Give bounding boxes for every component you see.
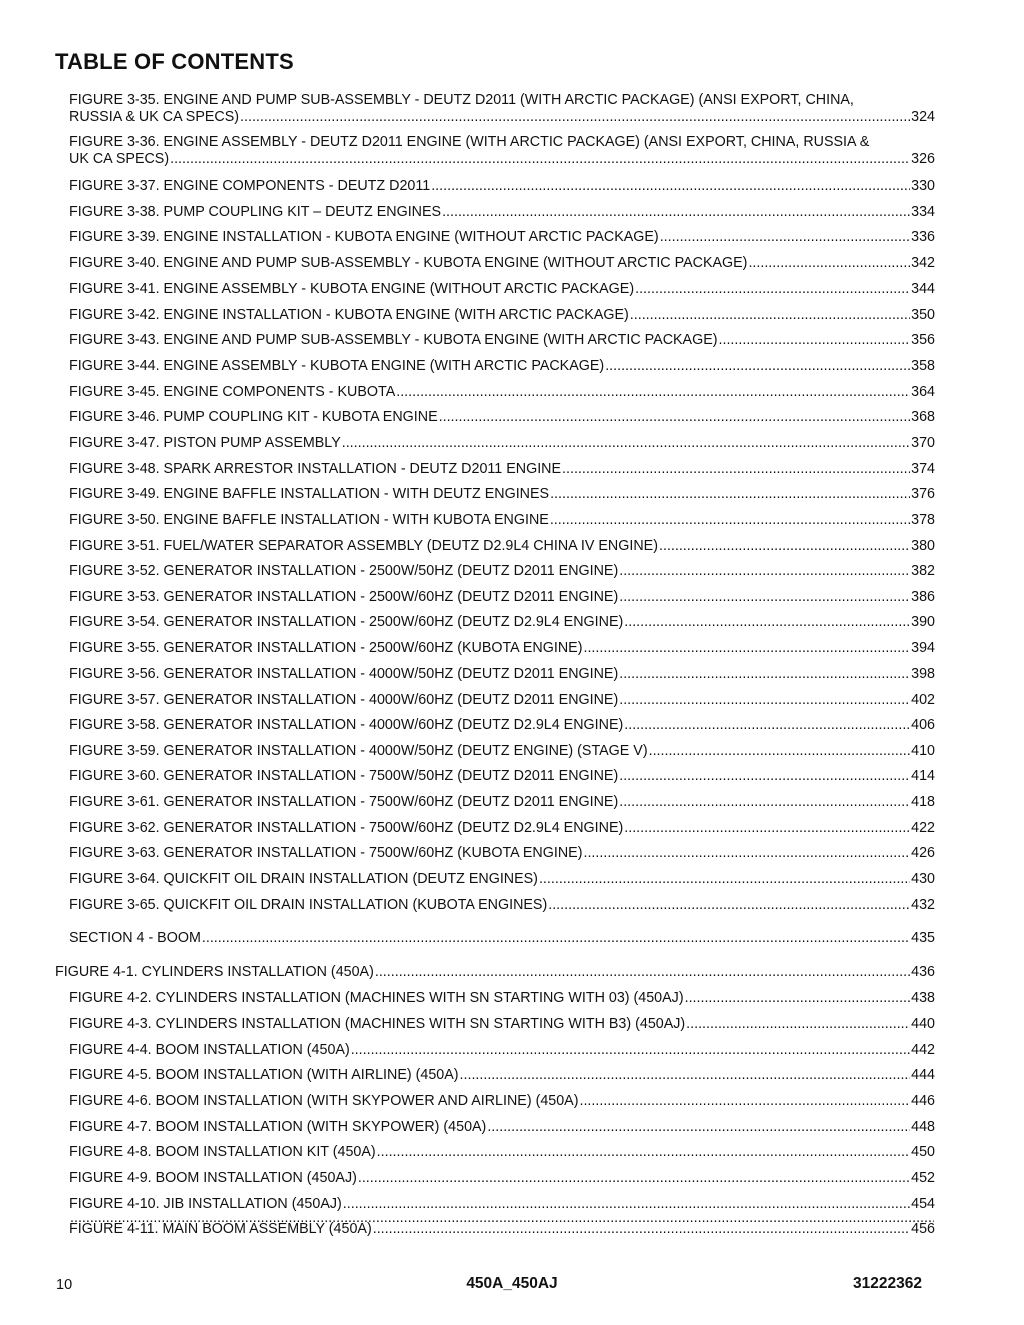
toc-entry-page: 432: [911, 897, 935, 913]
toc-entry-label: FIGURE 3-46. PUMP COUPLING KIT - KUBOTA ENGINE: [69, 409, 438, 425]
dot-leader: [619, 666, 910, 683]
toc-entry-label: FIGURE 3-53. GENERATOR INSTALLATION - 2500W/60HZ (DEUTZ D2011 ENGINE): [69, 589, 619, 605]
dot-leader: [70, 1210, 934, 1227]
toc-entry-label: FIGURE 3-59. GENERATOR INSTALLATION - 4000W/50HZ (DEUTZ ENGINE) (STAGE V): [69, 743, 648, 759]
dot-leader: [240, 109, 910, 126]
toc-entry-page: 402: [911, 692, 935, 708]
toc-entry-label: FIGURE 3-64. QUICKFIT OIL DRAIN INSTALLATION (DEUTZ ENGINES): [69, 871, 538, 887]
toc-entry-label: FIGURE 3-38. PUMP COUPLING KIT – DEUTZ ENGINES: [69, 204, 442, 220]
toc-entry-page: 364: [911, 384, 935, 400]
toc-entry[interactable]: [69, 512, 935, 529]
toc-entry-page: 368: [911, 409, 935, 425]
toc-entry[interactable]: [69, 768, 935, 785]
page-title: TABLE OF CONTENTS: [55, 49, 294, 74]
toc-entry-page: 350: [911, 307, 935, 323]
toc-entry-page: 326: [911, 151, 935, 167]
dot-leader: [619, 794, 910, 811]
dot-leader: [539, 871, 910, 888]
footer-model: 450A_450AJ: [466, 1275, 558, 1292]
toc-entry[interactable]: [69, 1042, 935, 1059]
toc-entry-label: FIGURE 3-41. ENGINE ASSEMBLY - KUBOTA ENGINE (WITHOUT ARCTIC PACKAGE): [69, 281, 635, 297]
toc-entry-label: FIGURE 4-9. BOOM INSTALLATION (450AJ): [69, 1170, 357, 1186]
toc-entry[interactable]: [69, 743, 935, 760]
toc-entry[interactable]: [69, 409, 935, 426]
toc-entry-page: 450: [911, 1144, 935, 1160]
toc-entry[interactable]: [69, 640, 935, 657]
toc-entry-label: FIGURE 3-49. ENGINE BAFFLE INSTALLATION - WITH DEUTZ ENGINES: [69, 486, 550, 502]
toc-entry[interactable]: [69, 871, 935, 888]
dot-leader: [550, 512, 910, 529]
dot-leader: [487, 1119, 910, 1136]
toc-entry-page: 386: [911, 589, 935, 605]
toc-entry[interactable]: [69, 461, 935, 478]
toc-entry-label: FIGURE 3-65. QUICKFIT OIL DRAIN INSTALLATION (KUBOTA ENGINES): [69, 897, 548, 913]
dot-leader: [460, 1067, 911, 1084]
toc-entry-page: 330: [911, 178, 935, 194]
toc-entry-label-line1: FIGURE 3-35. ENGINE AND PUMP SUB-ASSEMBLY - DEUTZ D2011 (WITH ARCTIC PACKAGE) (ANSI EXPORT, CHINA,: [69, 92, 854, 108]
toc-entry-label: FIGURE 4-11. MAIN BOOM ASSEMBLY (450A): [69, 1221, 372, 1237]
toc-entry-page: 440: [911, 1016, 935, 1032]
footer-doc-number: 31222362: [853, 1275, 922, 1292]
toc-entry-label: FIGURE 3-44. ENGINE ASSEMBLY - KUBOTA ENGINE (WITH ARCTIC PACKAGE): [69, 358, 605, 374]
toc-entry-page: 374: [911, 461, 935, 477]
toc-entry-page: 410: [911, 743, 935, 759]
toc-entry-page: 370: [911, 435, 935, 451]
toc-entry-page: 344: [911, 281, 935, 297]
dot-leader: [170, 151, 910, 168]
toc-entry-label: FIGURE 4-7. BOOM INSTALLATION (WITH SKYPOWER) (450A): [69, 1119, 487, 1135]
toc-entry[interactable]: [69, 486, 935, 503]
toc-entry-label: FIGURE 4-10. JIB INSTALLATION (450AJ): [69, 1196, 342, 1212]
toc-entry-page: 378: [911, 512, 935, 528]
toc-entry-label: FIGURE 3-62. GENERATOR INSTALLATION - 7500W/60HZ (DEUTZ D2.9L4 ENGINE): [69, 820, 624, 836]
toc-entry-page: 324: [911, 109, 935, 125]
toc-entry[interactable]: [69, 229, 935, 246]
toc-entry-label: FIGURE 4-2. CYLINDERS INSTALLATION (MACHINES WITH SN STARTING WITH 03) (450AJ): [69, 990, 684, 1006]
toc-entry-page: 452: [911, 1170, 935, 1186]
toc-entry-page: 336: [911, 229, 935, 245]
toc-entry[interactable]: [69, 1093, 935, 1110]
toc-entry[interactable]: [69, 204, 935, 221]
toc-entry-label: FIGURE 3-55. GENERATOR INSTALLATION - 2500W/60HZ (KUBOTA ENGINE): [69, 640, 583, 656]
toc-entry-page: 356: [911, 332, 935, 348]
dot-leader: [619, 768, 910, 785]
dot-leader: [583, 640, 910, 657]
toc-entry[interactable]: [69, 794, 935, 811]
toc-entry-label-line1: FIGURE 3-36. ENGINE ASSEMBLY - DEUTZ D2011 ENGINE (WITH ARCTIC PACKAGE) (ANSI EXPORT, CHINA, RUSSIA &: [69, 134, 870, 150]
toc-entry[interactable]: [69, 1210, 935, 1227]
dot-leader: [431, 178, 910, 195]
dot-leader: [562, 461, 910, 478]
toc-entry[interactable]: [69, 358, 935, 375]
dot-leader: [439, 409, 911, 426]
toc-entry-page: 426: [911, 845, 935, 861]
toc-entry-page: 394: [911, 640, 935, 656]
dot-leader: [605, 358, 910, 375]
toc-entry-page: 376: [911, 486, 935, 502]
dot-leader: [583, 845, 910, 862]
dot-leader: [630, 307, 910, 324]
dot-leader: [202, 930, 910, 947]
toc-entry-label: FIGURE 3-57. GENERATOR INSTALLATION - 4000W/60HZ (DEUTZ D2011 ENGINE): [69, 692, 619, 708]
dot-leader: [358, 1170, 910, 1187]
toc-entry[interactable]: [69, 930, 935, 947]
toc-entry-page: 435: [911, 930, 935, 946]
toc-entry-page: 380: [911, 538, 935, 554]
dot-leader: [649, 743, 911, 760]
dot-leader: [719, 332, 911, 349]
toc-entry-page: 442: [911, 1042, 935, 1058]
toc-entry-label: UK CA SPECS): [69, 151, 170, 167]
toc-entry[interactable]: [69, 614, 935, 631]
toc-entry-label: RUSSIA & UK CA SPECS): [69, 109, 240, 125]
dot-leader: [748, 255, 910, 272]
toc-entry-page: 454: [911, 1196, 935, 1212]
dot-leader: [685, 990, 911, 1007]
dot-leader: [624, 717, 910, 734]
dot-leader: [342, 435, 910, 452]
toc-entry-page: 418: [911, 794, 935, 810]
dot-leader: [579, 1093, 910, 1110]
toc-entry-label: FIGURE 3-39. ENGINE INSTALLATION - KUBOTA ENGINE (WITHOUT ARCTIC PACKAGE): [69, 229, 659, 245]
toc-entry[interactable]: [69, 1144, 935, 1161]
dot-leader: [442, 204, 910, 221]
toc-entry[interactable]: [69, 384, 935, 401]
toc-entry[interactable]: [69, 134, 935, 168]
toc-entry-label: FIGURE 3-58. GENERATOR INSTALLATION - 4000W/60HZ (DEUTZ D2.9L4 ENGINE): [69, 717, 624, 733]
toc-entry-label: FIGURE 3-37. ENGINE COMPONENTS - DEUTZ D2011: [69, 178, 431, 194]
toc-entry-label: FIGURE 4-8. BOOM INSTALLATION KIT (450A): [69, 1144, 376, 1160]
toc-entry[interactable]: [69, 692, 935, 709]
dot-leader: [635, 281, 910, 298]
toc-entry[interactable]: [69, 1170, 935, 1187]
toc-entry-page: 446: [911, 1093, 935, 1109]
toc-entry-label: FIGURE 3-40. ENGINE AND PUMP SUB-ASSEMBLY - KUBOTA ENGINE (WITHOUT ARCTIC PACKAGE): [69, 255, 748, 271]
toc-entry-label: FIGURE 3-43. ENGINE AND PUMP SUB-ASSEMBLY - KUBOTA ENGINE (WITH ARCTIC PACKAGE): [69, 332, 718, 348]
dot-leader: [660, 229, 910, 246]
toc-entry[interactable]: [69, 845, 935, 862]
toc-entry-page: 438: [911, 990, 935, 1006]
dot-leader: [619, 692, 910, 709]
toc-entry[interactable]: [69, 435, 935, 452]
toc-entry-label: FIGURE 3-45. ENGINE COMPONENTS - KUBOTA: [69, 384, 396, 400]
toc-entry-page: 390: [911, 614, 935, 630]
toc-entry-label: SECTION 4 - BOOM: [69, 930, 201, 946]
toc-entry-label: FIGURE 3-61. GENERATOR INSTALLATION - 7500W/60HZ (DEUTZ D2011 ENGINE): [69, 794, 619, 810]
dot-leader: [686, 1016, 910, 1033]
toc-entry-page: 456: [911, 1221, 935, 1237]
toc-entry-label: FIGURE 3-50. ENGINE BAFFLE INSTALLATION - WITH KUBOTA ENGINE: [69, 512, 549, 528]
toc-entry-page: 342: [911, 255, 935, 271]
toc-entry-page: 382: [911, 563, 935, 579]
toc-entry-label: FIGURE 3-48. SPARK ARRESTOR INSTALLATION - DEUTZ D2011 ENGINE: [69, 461, 562, 477]
dot-leader: [624, 614, 910, 631]
dot-leader: [659, 538, 910, 555]
toc-entry-label: FIGURE 3-42. ENGINE INSTALLATION - KUBOTA ENGINE (WITH ARCTIC PACKAGE): [69, 307, 629, 323]
toc-entry[interactable]: [69, 1016, 935, 1033]
toc-entry[interactable]: [69, 92, 935, 126]
dot-leader: [619, 563, 910, 580]
dot-leader: [375, 964, 910, 981]
toc-entry-label: FIGURE 4-4. BOOM INSTALLATION (450A): [69, 1042, 350, 1058]
dot-leader: [619, 589, 910, 606]
toc-section-entry[interactable]: [55, 964, 935, 981]
toc-entry-label: FIGURE 3-60. GENERATOR INSTALLATION - 7500W/50HZ (DEUTZ D2011 ENGINE): [69, 768, 619, 784]
toc-entry[interactable]: [69, 717, 935, 734]
dot-leader: [377, 1144, 910, 1161]
dot-leader: [550, 486, 910, 503]
toc-entry[interactable]: [69, 589, 935, 606]
toc-entry[interactable]: [69, 990, 935, 1007]
toc-entry-page: 398: [911, 666, 935, 682]
dot-leader: [351, 1042, 910, 1059]
toc-entry-page: 448: [911, 1119, 935, 1135]
toc-entry-label: FIGURE 3-51. FUEL/WATER SEPARATOR ASSEMBLY (DEUTZ D2.9L4 CHINA IV ENGINE): [69, 538, 658, 554]
dot-leader: [624, 820, 910, 837]
toc-entry[interactable]: [69, 1067, 935, 1084]
toc-entry[interactable]: [69, 563, 935, 580]
toc-section-label: FIGURE 4-1. CYLINDERS INSTALLATION (450A): [55, 964, 374, 980]
toc-entry[interactable]: [69, 178, 935, 195]
toc-entry[interactable]: [69, 897, 935, 914]
toc-entry[interactable]: [69, 255, 935, 272]
toc-entry-page: 422: [911, 820, 935, 836]
toc-entry-label: FIGURE 4-3. CYLINDERS INSTALLATION (MACHINES WITH SN STARTING WITH B3) (450AJ): [69, 1016, 686, 1032]
dot-leader: [548, 897, 910, 914]
toc-entry-label: FIGURE 3-56. GENERATOR INSTALLATION - 4000W/50HZ (DEUTZ D2011 ENGINE): [69, 666, 619, 682]
toc-entry-label: FIGURE 3-54. GENERATOR INSTALLATION - 2500W/60HZ (DEUTZ D2.9L4 ENGINE): [69, 614, 624, 630]
toc-entry[interactable]: [69, 1119, 935, 1136]
toc-entry-label: FIGURE 3-47. PISTON PUMP ASSEMBLY: [69, 435, 341, 451]
toc-entry-label: FIGURE 4-6. BOOM INSTALLATION (WITH SKYPOWER AND AIRLINE) (450A): [69, 1093, 579, 1109]
toc-entry-page: 406: [911, 717, 935, 733]
footer-page-number: 10: [56, 1277, 73, 1293]
toc-entry-page: 436: [911, 964, 935, 980]
toc-entry-label: FIGURE 3-52. GENERATOR INSTALLATION - 2500W/50HZ (DEUTZ D2011 ENGINE): [69, 563, 619, 579]
toc-entry[interactable]: [69, 332, 935, 349]
toc-entry-page: 334: [911, 204, 935, 220]
toc-entry[interactable]: [69, 281, 935, 298]
toc-entry[interactable]: [69, 307, 935, 324]
toc-entry-page: 358: [911, 358, 935, 374]
toc-entry[interactable]: [69, 538, 935, 555]
toc-entry-label: FIGURE 3-63. GENERATOR INSTALLATION - 7500W/60HZ (KUBOTA ENGINE): [69, 845, 583, 861]
toc-entry-page: 444: [911, 1067, 935, 1083]
dot-leader: [396, 384, 910, 401]
toc-entry-page: 414: [911, 768, 935, 784]
toc-entry-page: 430: [911, 871, 935, 887]
toc-entry[interactable]: [69, 820, 935, 837]
toc-entry-label: FIGURE 4-5. BOOM INSTALLATION (WITH AIRLINE) (450A): [69, 1067, 459, 1083]
toc-entry[interactable]: [69, 666, 935, 683]
